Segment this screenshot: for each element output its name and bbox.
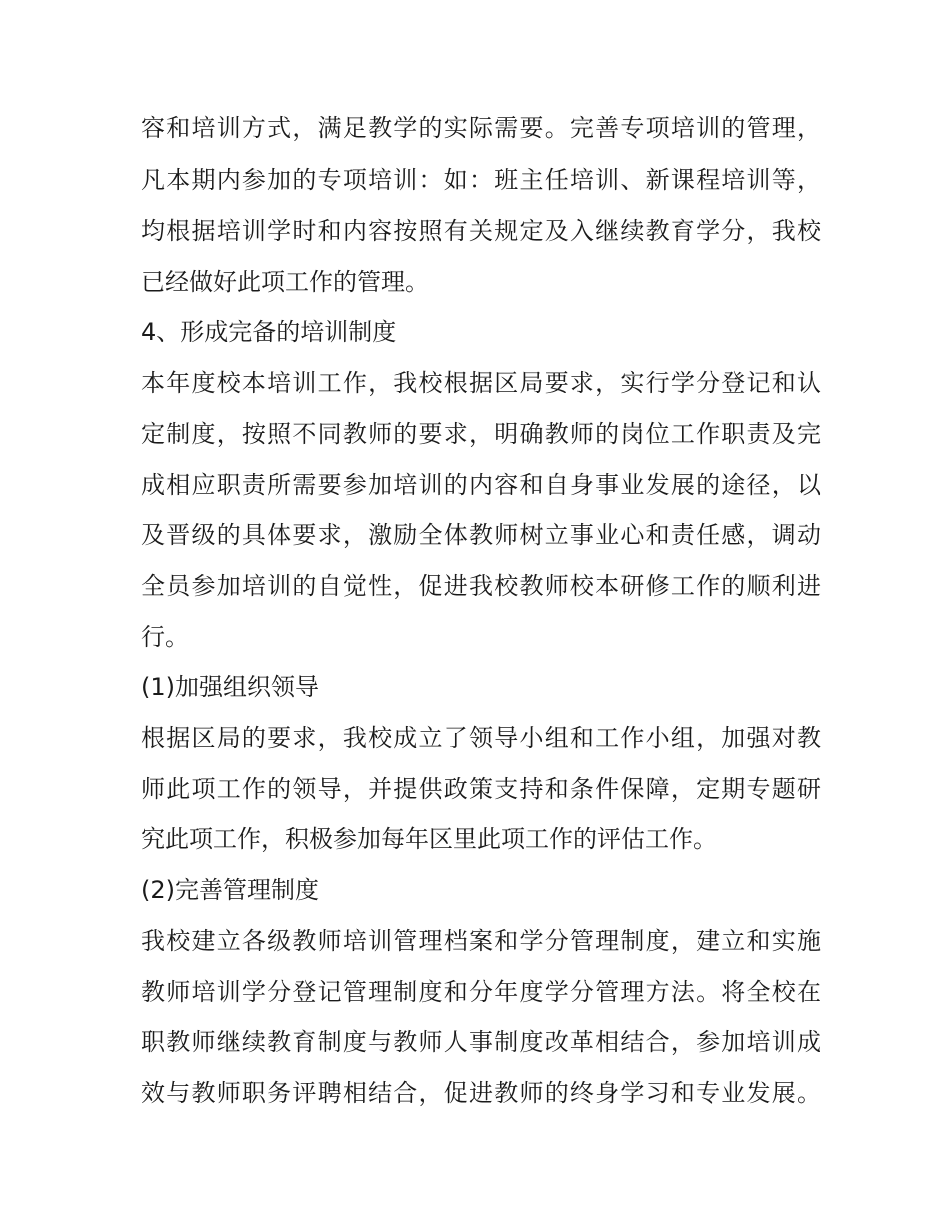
paragraph-line: 本年度校本培训工作，我校根据区局要求，实行学分登记和认: [141, 369, 821, 397]
paragraph-line: 及晋级的具体要求，激励全体教师树立事业心和责任感，调动: [141, 521, 821, 549]
section-heading: 4、形成完备的培训制度: [141, 318, 397, 346]
paragraph-line: 究此项工作，积极参加每年区里此项工作的评估工作。: [141, 825, 717, 853]
paragraph-line: 教师培训学分登记管理制度和分年度学分管理方法。将全校在: [141, 978, 821, 1006]
paragraph-line: 行。: [141, 623, 189, 651]
paragraph-line: 职教师继续教育制度与教师人事制度改革相结合，参加培训成: [141, 1028, 821, 1056]
paragraph-line: 均根据培训学时和内容按照有关规定及入继续教育学分，我校: [141, 217, 821, 245]
paragraph-line: 凡本期内参加的专项培训：如：班主任培训、新课程培训等，: [141, 166, 821, 194]
paragraph-line: 根据区局的要求，我校成立了领导小组和工作小组，加强对教: [141, 724, 821, 752]
subsection-heading: (1)加强组织领导: [141, 673, 319, 701]
paragraph-line: 全员参加培训的自觉性，促进我校教师校本研修工作的顺利进: [141, 572, 821, 600]
paragraph-line: 效与教师职务评聘相结合，促进教师的终身学习和专业发展。: [141, 1079, 821, 1107]
paragraph-line: 师此项工作的领导，并提供政策支持和条件保障，定期专题研: [141, 775, 821, 803]
paragraph-line: 容和培训方式，满足教学的实际需要。完善专项培训的管理，: [141, 114, 821, 142]
subsection-heading: (2)完善管理制度: [141, 876, 319, 904]
paragraph-line: 成相应职责所需要参加培训的内容和自身事业发展的途径，以: [141, 471, 821, 499]
paragraph-line: 已经做好此项工作的管理。: [141, 268, 429, 296]
paragraph-line: 定制度，按照不同教师的要求，明确教师的岗位工作职责及完: [141, 420, 821, 448]
paragraph-line: 我校建立各级教师培训管理档案和学分管理制度，建立和实施: [141, 927, 821, 955]
